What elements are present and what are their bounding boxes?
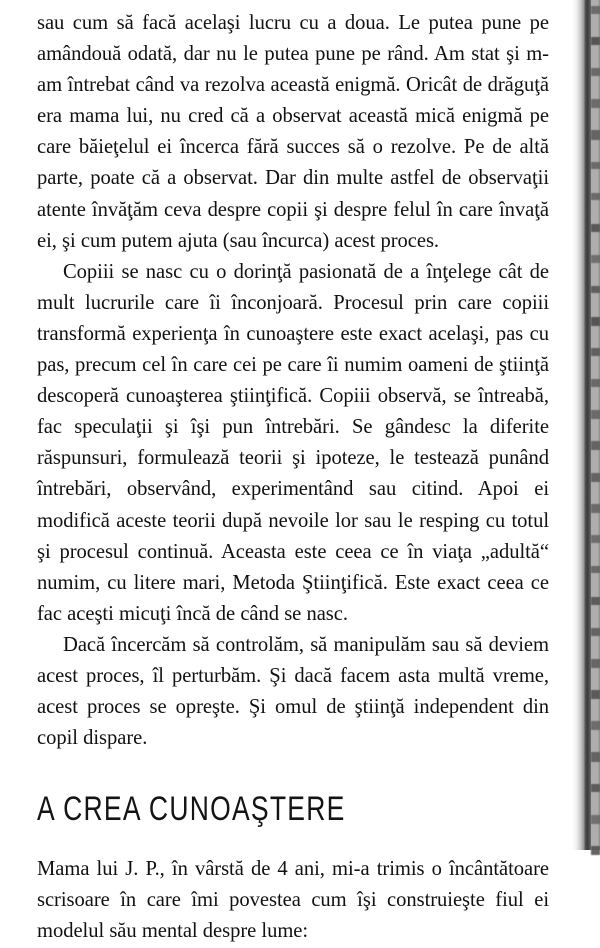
facing-page-text-fragment [591, 659, 600, 668]
facing-page-text-fragment [591, 815, 600, 824]
facing-page-text-fragment [591, 752, 600, 762]
facing-page-text-fragment [591, 597, 600, 605]
facing-page-text-fragment [591, 441, 600, 449]
heading-spacer [37, 828, 549, 854]
paragraph-children-are-born: Copiii se nasc cu o dorinţă pasionată de a înţelege cât de mult lucrurile care îi înconjoară. Procesul prin care copiii transformă experienţa în cunoaştere este exact acelaşi, pas cu pas, precum cel în care cei pe care îi numim oameni de ştiinţă descoperă cunoaşterea ştiinţifică. Copiii observă, se întreabă, fac speculaţii şi îşi pun întrebări. Se gândesc la diferite răspunsuri, formulează teorii şi ipoteze, le testează punând întrebări, observând, experimentând sau citind. Apoi ei modifică aceste teorii după nevoile lor sau le resping cu totul şi procesul continuă. Aceasta este ceea ce în viaţa „adultă“ numim, cu litere mari, Metoda Ştiinţifică. Este exact ceea ce fac aceşti micuţi încă de când se nasc. [37, 260, 549, 625]
facing-page-text-fragment [591, 566, 600, 573]
facing-page-text-fragment [591, 721, 600, 730]
text-column [37, 0, 549, 948]
facing-page-text-fragment [591, 37, 600, 45]
facing-page-text-fragment [591, 99, 600, 108]
facing-page-sliver [591, 0, 600, 850]
facing-page-text-fragment [591, 193, 600, 200]
facing-page-text-fragment [591, 255, 600, 263]
facing-page-text-fragment [591, 286, 600, 293]
gutter-fade [572, 0, 584, 850]
facing-page-text-fragment [591, 379, 600, 387]
paragraph-continued: sau cum să facă acelaşi lucru cu a doua. Le putea pune pe amândouă odată, dar nu le putea pune pe rând. Am stat şi m-am întrebat când va rezolva această enigmă. Oricât de drăguţă era mama lui, nu cred că a observat această mică enigmă pe care băieţelul ei încerca fără succes să o rezolve. Pe de altă parte, poate că a observat. Dar din multe astfel de observaţii atente învăţăm ceva despre copii şi despre felul în care învaţă ei, şi cum putem ajuta (sau încurca) acest proces. [37, 12, 549, 252]
facing-page-text-fragment [591, 473, 600, 483]
facing-page-text-fragment [591, 410, 600, 418]
paragraph-mother-of-jp: Mama lui J. P., în vârstă de 4 ani, mi-a trimis o încântătoare scrisoare în care îmi povestea cum îşi construieşte fiul ei modelul său mental despre lume: [37, 858, 549, 943]
facing-page-text-fragment [591, 690, 600, 699]
facing-page-text-fragment [591, 535, 600, 543]
section-heading: A CREA CUNOAŞTERE [37, 790, 346, 829]
facing-page-text-fragment [591, 628, 600, 636]
facing-page-text-fragment [591, 846, 600, 856]
facing-page-text-fragment [591, 68, 600, 76]
facing-page-text-fragment [591, 162, 600, 169]
book-binding-gutter [572, 0, 600, 850]
facing-page-text-fragment [591, 224, 600, 232]
facing-page-text-fragment [591, 317, 600, 326]
facing-page-text-fragment [591, 130, 600, 139]
facing-page-text-fragment [591, 6, 600, 14]
facing-page-text-fragment [591, 784, 600, 793]
gutter-shadow [584, 0, 591, 850]
paragraph-if-we-try-to-control: Dacă încercăm să controlăm, să manipulăm sau să deviem acest proces, îl perturbăm. Şi dacă facem asta multă vreme, acest proces se opreşte. Şi omul de ştiinţă independent din copil dispare. [37, 633, 549, 750]
facing-page-text-fragment [591, 348, 600, 356]
facing-page-text-fragment [591, 504, 600, 514]
